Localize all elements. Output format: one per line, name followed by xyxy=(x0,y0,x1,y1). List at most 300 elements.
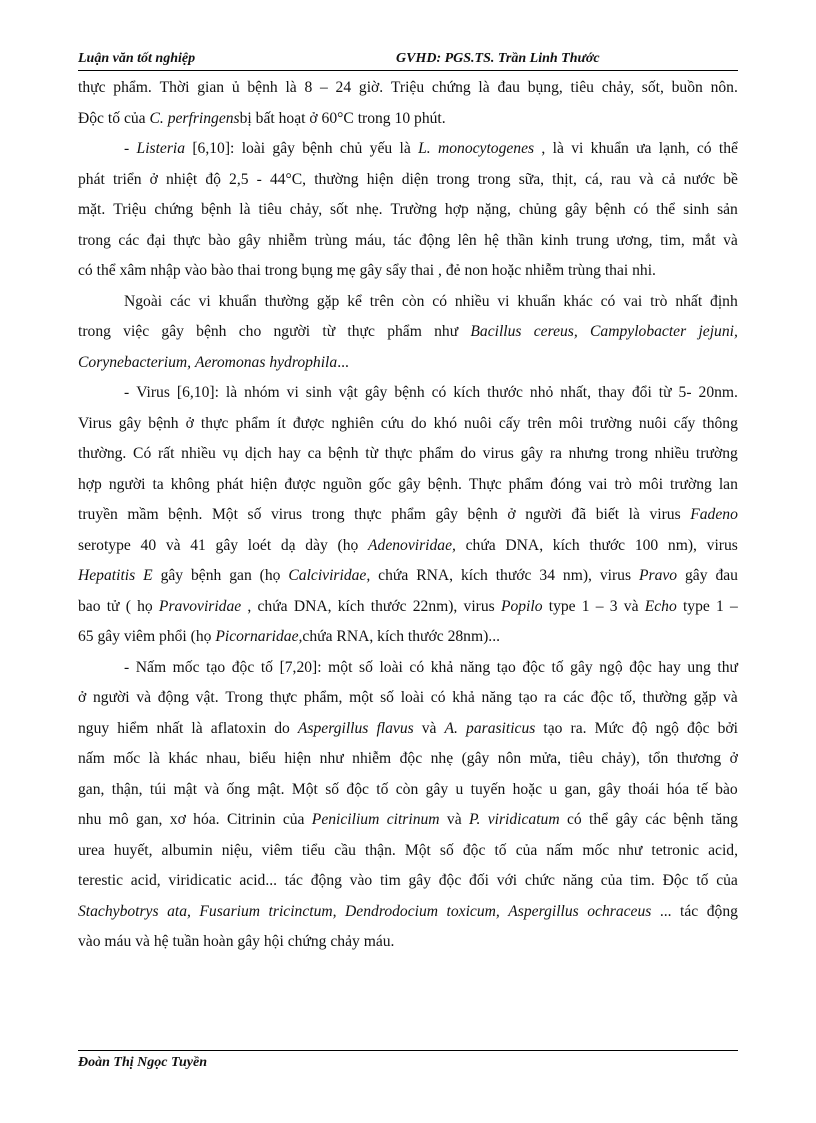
text-word: lên xyxy=(457,231,477,249)
text-word: gây xyxy=(118,414,142,432)
text-word: khuẩn xyxy=(590,140,629,157)
footer-divider xyxy=(78,1050,738,1051)
text-word: (họ xyxy=(190,628,212,645)
text-word: vào xyxy=(184,262,208,279)
text-word: chảy xyxy=(330,933,360,950)
text-word: type xyxy=(682,597,710,615)
text-word: tạo xyxy=(496,658,516,676)
text-word: Citrinin xyxy=(226,811,276,828)
text-word: độc xyxy=(231,658,255,676)
text-line xyxy=(78,897,738,928)
text-line xyxy=(78,683,738,714)
text-word: gan xyxy=(229,567,252,584)
text-word: mật. xyxy=(257,780,285,798)
text-word: độc xyxy=(590,689,614,706)
text-word: là xyxy=(478,79,490,96)
text-word: thực xyxy=(347,323,375,340)
text-word: gây xyxy=(425,780,449,798)
text-word: ủ xyxy=(231,79,240,96)
text-word: gây xyxy=(564,201,588,218)
text-word: đau xyxy=(497,79,520,96)
text-word: vào xyxy=(349,872,373,889)
text-word: trong xyxy=(615,445,648,462)
text-word: bệnh. xyxy=(168,506,203,523)
text-word: cứu xyxy=(380,414,404,432)
text-word: [6,10]: xyxy=(192,140,235,157)
text-word: bệnh xyxy=(328,445,359,462)
text-word: – xyxy=(730,597,738,615)
text-word: đối xyxy=(469,872,489,889)
text-word: độc xyxy=(438,872,462,889)
text-word: thay xyxy=(598,384,625,401)
text-word: nguy xyxy=(78,719,110,737)
text-word: thước xyxy=(370,597,407,615)
text-word: gặp xyxy=(316,292,340,310)
text-word: Độc xyxy=(662,872,689,889)
text-word: ra xyxy=(544,689,557,706)
text-word: hiện xyxy=(366,170,394,188)
text-word: trò xyxy=(614,475,632,493)
text-word: động xyxy=(310,872,342,889)
text-word: gây xyxy=(570,658,593,676)
text-word: acid... xyxy=(239,872,278,889)
text-line xyxy=(78,470,738,501)
text-word: rau xyxy=(610,170,631,188)
text-word: là xyxy=(399,140,411,157)
text-word: flavus xyxy=(376,719,414,737)
text-word: là xyxy=(552,140,564,157)
text-word: tạo xyxy=(543,719,563,737)
text-word: Độc xyxy=(78,109,104,127)
text-word: dạ xyxy=(280,536,296,554)
text-word: và xyxy=(638,170,654,188)
text-word: cả xyxy=(661,170,676,188)
text-word: hội xyxy=(263,933,284,950)
text-word: tố xyxy=(260,658,273,676)
text-word: với xyxy=(496,872,518,889)
text-word: Corynebacterium, xyxy=(78,353,192,371)
text-word: ở xyxy=(729,750,738,767)
text-word: kích xyxy=(337,597,365,615)
text-word: triển xyxy=(112,170,142,188)
text-word: các xyxy=(645,811,667,828)
text-word: tiêu xyxy=(258,201,282,218)
text-word: nm), xyxy=(562,567,592,584)
text-word: – xyxy=(595,597,604,615)
text-word: bệnh xyxy=(673,811,704,828)
text-word: 34 xyxy=(539,567,555,584)
text-word: 100 xyxy=(634,536,659,554)
text-word: urea xyxy=(78,841,105,859)
text-word: jejuni, xyxy=(698,323,738,340)
text-line xyxy=(78,775,738,806)
text-word: máu, xyxy=(355,231,386,249)
text-word: tố xyxy=(551,658,564,676)
text-word: nhóm xyxy=(244,384,280,401)
text-word: hóa. xyxy=(193,811,220,828)
text-word: trong xyxy=(436,170,470,188)
text-word: tác xyxy=(284,872,303,889)
text-word: khuẩn xyxy=(517,292,556,310)
text-word: vụ xyxy=(222,445,239,462)
text-word: vật xyxy=(338,384,358,401)
text-word: gây xyxy=(408,872,431,889)
text-word: diện xyxy=(401,170,429,188)
text-word: của xyxy=(600,872,623,889)
text-word: A. xyxy=(444,719,458,737)
text-word: type xyxy=(548,597,576,615)
text-word: 24 xyxy=(335,79,352,96)
text-word: thường xyxy=(314,170,359,188)
text-word: thai xyxy=(604,262,629,279)
text-word: Hepatitis xyxy=(78,567,136,584)
text-word: virus xyxy=(599,567,632,584)
text-word: năng xyxy=(562,872,593,889)
text-word: tử xyxy=(106,597,120,615)
text-word: độc xyxy=(629,658,652,676)
text-word: một xyxy=(349,689,374,706)
text-word: do xyxy=(411,414,427,432)
text-word: thể xyxy=(656,201,676,218)
text-word: ở xyxy=(507,506,516,523)
text-word: 5- xyxy=(678,384,692,401)
text-word: khuẩn xyxy=(218,292,257,310)
text-word: nhẹ. xyxy=(356,201,383,218)
text-word: E xyxy=(143,567,153,584)
text-word: bao xyxy=(78,597,101,615)
text-word: phẩm xyxy=(391,506,426,523)
text-word: biểu xyxy=(248,750,276,767)
text-word: mốc xyxy=(172,658,200,676)
text-word: nhất xyxy=(156,719,184,737)
text-line xyxy=(78,500,738,531)
text-word: ra. xyxy=(570,719,587,737)
text-word: có xyxy=(432,292,447,310)
text-word: của xyxy=(515,841,538,859)
text-word: gây xyxy=(435,506,458,523)
text-word: định xyxy=(710,292,738,310)
text-word: Echo xyxy=(644,597,677,615)
text-word: số xyxy=(247,506,262,523)
text-word: việc xyxy=(123,323,150,340)
text-word: được xyxy=(292,414,325,432)
text-word: bệnh xyxy=(394,384,425,401)
text-word: đã xyxy=(571,506,587,523)
text-word: tiêu xyxy=(569,750,593,767)
text-word: có xyxy=(430,689,446,706)
text-word: thực xyxy=(78,79,106,96)
text-word: viêm xyxy=(261,841,293,859)
text-word: có xyxy=(409,658,425,676)
text-line xyxy=(78,195,738,226)
text-word: trùng xyxy=(314,231,348,249)
text-word: vi xyxy=(497,292,510,310)
text-word: thai xyxy=(237,262,261,279)
text-word: sinh xyxy=(683,201,710,218)
text-line xyxy=(78,226,738,257)
text-word: gian xyxy=(197,79,225,96)
text-word: cầu xyxy=(334,841,356,859)
text-word: thể xyxy=(96,262,116,279)
text-word: nhau, xyxy=(206,750,241,767)
text-word: thường. xyxy=(78,445,127,462)
text-word: hiểm xyxy=(117,719,149,737)
text-word: bụng xyxy=(301,262,333,279)
text-word: , xyxy=(541,140,546,157)
text-word: ở xyxy=(149,170,158,188)
text-word: kích xyxy=(377,628,405,645)
text-line xyxy=(78,73,738,104)
text-word: toxicum, xyxy=(446,902,500,920)
header-advisor-label: GVHD: PGS.TS. Trần Linh Thước xyxy=(396,51,600,66)
text-word: 41 xyxy=(190,536,206,554)
text-word: thận. xyxy=(365,841,396,859)
text-word: hay xyxy=(658,658,681,676)
text-word: là xyxy=(148,750,160,767)
text-word: gây xyxy=(364,384,388,401)
text-word: nuôi xyxy=(638,414,667,432)
text-word: người xyxy=(273,323,311,340)
text-word: do xyxy=(274,719,290,737)
text-word: cho xyxy=(238,323,262,340)
text-word: virus xyxy=(649,506,681,523)
text-word: bề xyxy=(723,170,738,188)
page-header xyxy=(78,51,738,71)
text-word: xơ xyxy=(169,811,186,828)
text-word: biết xyxy=(595,506,620,523)
text-word: hệ xyxy=(484,231,499,249)
text-word: mốc xyxy=(113,750,141,767)
text-line xyxy=(78,165,738,196)
text-word: của xyxy=(282,811,305,828)
text-line xyxy=(78,531,738,562)
text-word: là xyxy=(628,506,640,523)
text-word: chứng xyxy=(154,201,194,218)
text-word: ở xyxy=(78,689,87,706)
text-word: có xyxy=(566,811,582,828)
text-word: sốt, xyxy=(641,79,664,96)
text-word: đau xyxy=(715,567,738,584)
text-word: monocytogenes xyxy=(437,140,535,157)
text-word: cá, xyxy=(584,170,603,188)
text-word: máu. xyxy=(363,933,395,950)
text-word: Ngoài xyxy=(124,292,163,310)
text-word: người xyxy=(525,506,562,523)
text-word: tố xyxy=(107,109,121,127)
text-word: u xyxy=(455,780,464,798)
text-word: 20nm. xyxy=(698,384,738,401)
text-word: chảy, xyxy=(601,79,635,96)
text-word: Adenoviridae, xyxy=(368,536,456,554)
text-word: loài xyxy=(379,658,403,676)
text-word: 3 xyxy=(609,597,618,615)
text-word: tác xyxy=(393,231,412,249)
text-word: ca xyxy=(307,445,322,462)
text-word: tế xyxy=(696,780,708,798)
text-word: đóng xyxy=(550,475,582,493)
text-line xyxy=(78,287,738,318)
text-word: Penicilium xyxy=(311,811,380,828)
text-word: phát xyxy=(78,170,105,188)
text-word: Picornaridae, xyxy=(215,628,303,645)
text-word: tố, xyxy=(619,689,636,706)
text-word: gan, xyxy=(564,780,591,798)
text-word: hóa xyxy=(666,780,690,798)
text-word: albumin xyxy=(161,841,213,859)
text-word: vào xyxy=(78,933,101,950)
text-word: nhỏ xyxy=(529,384,554,401)
text-word: 1 xyxy=(716,597,724,615)
text-word: nấm xyxy=(78,750,105,767)
text-word: tiêu xyxy=(570,79,594,96)
text-word: gây xyxy=(215,536,239,554)
text-word: phẩm xyxy=(235,414,271,432)
text-word: hiện xyxy=(284,750,312,767)
text-word: khác xyxy=(168,750,198,767)
text-word: (họ xyxy=(337,536,359,554)
text-word: bất xyxy=(255,109,275,127)
text-word: truyền xyxy=(78,506,118,523)
text-word: bệnh xyxy=(191,567,222,584)
text-word: thư xyxy=(717,658,738,676)
text-word: chảy), xyxy=(601,750,640,767)
text-word: Pravoviridae xyxy=(158,597,242,615)
text-word: chủ xyxy=(339,140,363,157)
text-word: cấy xyxy=(498,414,521,432)
text-word: Aspergillus xyxy=(297,719,369,737)
text-word: phút. xyxy=(414,109,446,127)
text-word: Aspergillus xyxy=(508,902,579,920)
text-word: khả xyxy=(452,689,475,706)
text-word: độc xyxy=(399,750,423,767)
text-word: mật xyxy=(173,780,198,798)
text-word: - xyxy=(124,140,130,157)
text-word: trong xyxy=(477,170,511,188)
text-word: (họ xyxy=(259,567,281,584)
text-word: vai xyxy=(623,292,643,310)
text-word: trên xyxy=(369,292,395,310)
text-word: nấm xyxy=(546,841,574,859)
text-word: nhi. xyxy=(632,262,656,279)
text-word: vai xyxy=(588,475,608,493)
text-word: gây xyxy=(615,811,638,828)
text-word: thông xyxy=(702,414,738,432)
text-word: C. xyxy=(149,109,164,127)
text-word: 10 xyxy=(394,109,411,127)
text-word: thước xyxy=(495,567,532,584)
text-word: người xyxy=(92,689,130,706)
text-word: thực xyxy=(200,414,229,432)
text-word: gây xyxy=(160,567,184,584)
text-word: thể xyxy=(718,140,738,157)
text-word: và xyxy=(722,689,738,706)
text-word: thước xyxy=(407,628,444,645)
text-word: nhẹ xyxy=(430,750,454,767)
text-word: bệnh xyxy=(467,506,498,523)
text-word: ra xyxy=(549,445,562,462)
text-word: ít xyxy=(277,414,286,432)
text-word: thần xyxy=(506,231,534,249)
text-word: L. xyxy=(418,140,431,157)
text-word: còn xyxy=(401,292,425,310)
text-word: thường xyxy=(264,292,309,310)
text-word: mắt xyxy=(692,231,716,249)
text-word: tim, xyxy=(660,231,685,249)
text-word: 22nm), xyxy=(412,597,458,615)
text-word: nguồn xyxy=(322,475,362,493)
text-word: gây xyxy=(398,475,421,493)
text-word: năng xyxy=(459,658,491,676)
text-word: chứa xyxy=(465,536,496,554)
header-divider xyxy=(78,70,738,71)
text-word: Fusarium xyxy=(199,902,261,920)
text-word: là xyxy=(285,79,297,96)
text-word: 65 xyxy=(78,628,94,645)
text-word: viêm xyxy=(123,628,156,645)
text-word: gặp xyxy=(693,689,717,706)
text-word: gây xyxy=(520,445,544,462)
text-word: hợp xyxy=(78,475,102,493)
text-word: chứa xyxy=(257,597,288,615)
text-word: và xyxy=(135,933,150,950)
text-word: bởi xyxy=(717,719,738,737)
text-word: Stachybotrys xyxy=(78,902,159,920)
text-line xyxy=(78,622,738,653)
text-word: nhất xyxy=(675,292,703,310)
text-word: khó xyxy=(433,414,458,432)
text-word: kinh xyxy=(540,231,569,249)
text-word: bệnh xyxy=(302,140,333,157)
text-word: độ xyxy=(631,719,648,737)
text-word: có xyxy=(633,201,649,218)
text-word: trung xyxy=(575,231,609,249)
text-word: sốt xyxy=(330,201,349,218)
text-word: 8 xyxy=(304,79,313,96)
text-word: là xyxy=(191,719,203,737)
text-word: parasiticus xyxy=(466,719,536,737)
text-word: gây xyxy=(97,628,121,645)
text-word: sinh xyxy=(305,384,332,401)
text-word: kích xyxy=(453,384,481,401)
text-word: huyết, xyxy=(113,841,153,859)
text-word: thực xyxy=(173,231,201,249)
text-word: dày xyxy=(305,536,328,554)
text-line xyxy=(78,104,738,135)
text-word: loài xyxy=(400,689,425,706)
text-word: ngộ xyxy=(655,719,679,737)
text-word: nhất, xyxy=(560,384,592,401)
text-word: tăng xyxy=(711,811,738,828)
text-word: viridicatic xyxy=(168,872,232,889)
text-word: có xyxy=(78,262,93,279)
text-word: acid, xyxy=(708,841,738,859)
text-word: một xyxy=(328,658,353,676)
text-word: gây xyxy=(238,231,261,249)
text-word: nhưng xyxy=(568,445,609,462)
text-word: nhiễm xyxy=(525,262,565,279)
text-word: độc xyxy=(522,658,545,676)
text-word: niệu, xyxy=(221,841,253,859)
text-word: gây xyxy=(272,140,295,157)
text-word: - xyxy=(256,170,262,188)
text-word: vi xyxy=(571,140,584,157)
text-word: terestic xyxy=(78,872,124,889)
text-word: tác xyxy=(680,902,699,920)
text-word: ngộ xyxy=(599,658,623,676)
text-word: là xyxy=(225,384,238,401)
text-word: hydrophila xyxy=(269,353,338,371)
text-word: do xyxy=(460,445,476,462)
